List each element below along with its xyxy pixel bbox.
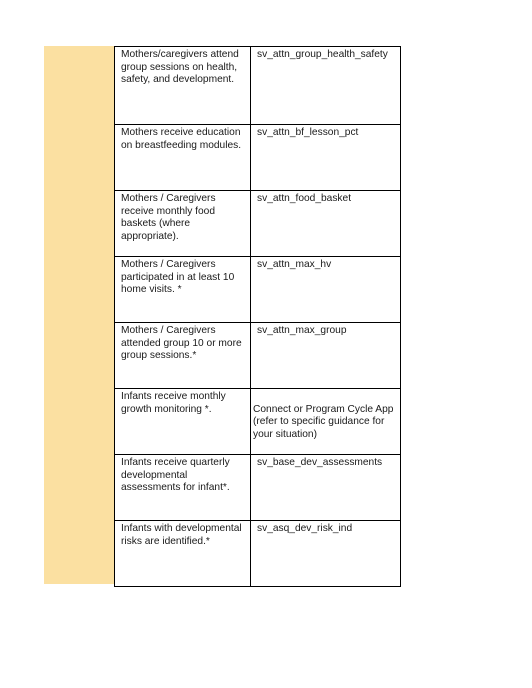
table-row [115,389,401,455]
table-row [115,125,401,191]
indicator-description: Mothers/caregivers attend group sessions on health, safety, and development. [115,47,251,125]
table-row [115,323,401,389]
indicator-variable: sv_base_dev_assessments [251,455,401,521]
indicator-variable: sv_asq_dev_risk_ind [251,521,401,587]
indicator-description: Mothers receive education on breastfeeding modules. [115,125,251,191]
indicator-variable: sv_attn_max_hv [251,257,401,323]
table-row [115,521,401,587]
row-header-band [44,46,114,584]
indicator-variable: sv_attn_food_basket [251,191,401,257]
indicator-variable: sv_attn_bf_lesson_pct [251,125,401,191]
indicator-description: Infants with developmental risks are identified.* [115,521,251,587]
indicator-table [114,46,401,587]
table-row [115,257,401,323]
indicator-description: Infants receive monthly growth monitoring *. [115,389,251,455]
table-row [115,191,401,257]
indicator-description: Infants receive quarterly developmental assessments for infant*. [115,455,251,521]
indicator-description: Mothers / Caregivers participated in at least 10 home visits. * [115,257,251,323]
indicator-variable: Connect or Program Cycle App (refer to specific guidance for your situation) [251,389,401,455]
indicator-description: Mothers / Caregivers receive monthly food baskets (where appropriate). [115,191,251,257]
table-row [115,47,401,125]
indicator-description: Mothers / Caregivers attended group 10 or more group sessions.* [115,323,251,389]
indicator-variable: sv_attn_group_health_safety [251,47,401,125]
indicator-variable: sv_attn_max_group [251,323,401,389]
table-row [115,455,401,521]
